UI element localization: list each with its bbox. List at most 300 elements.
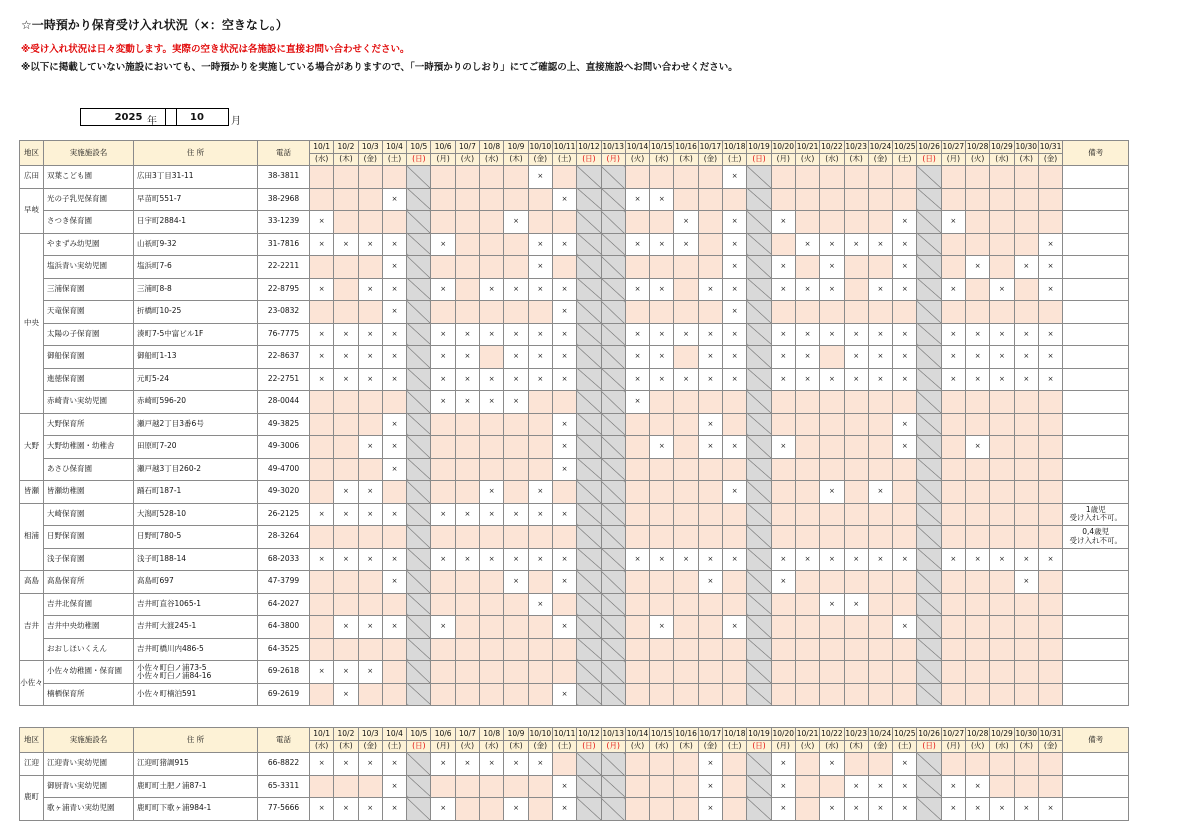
full-mark-cell bbox=[844, 346, 868, 369]
header-date: 10/22 bbox=[820, 728, 844, 741]
closed-day-cell bbox=[577, 798, 601, 821]
available-day-cell bbox=[431, 188, 455, 211]
facility-phone: 69-2619 bbox=[258, 683, 310, 706]
full-mark: × bbox=[780, 262, 787, 271]
full-mark: × bbox=[537, 172, 544, 181]
table-row bbox=[20, 346, 1129, 369]
available-day-cell bbox=[431, 458, 455, 481]
available-day-cell bbox=[844, 638, 868, 661]
available-day-cell bbox=[893, 638, 917, 661]
closed-day-cell bbox=[601, 323, 625, 346]
full-mark: × bbox=[658, 352, 665, 361]
available-day-cell bbox=[698, 503, 722, 526]
available-day-cell bbox=[674, 188, 698, 211]
available-day-cell bbox=[771, 526, 795, 549]
full-mark-cell bbox=[528, 346, 552, 369]
facility-phone: 38-2968 bbox=[258, 188, 310, 211]
table-row bbox=[20, 188, 1129, 211]
facility-address: 湊町7-5中富ビル1F bbox=[134, 323, 258, 346]
header-date: 10/15 bbox=[650, 141, 674, 154]
available-day-cell bbox=[528, 616, 552, 639]
header-weekday: (金) bbox=[1038, 741, 1062, 753]
full-mark: × bbox=[391, 419, 398, 428]
available-day-cell bbox=[382, 638, 406, 661]
full-mark-cell bbox=[674, 368, 698, 391]
full-mark: × bbox=[513, 284, 519, 293]
full-mark-cell bbox=[1014, 798, 1038, 821]
available-day-cell bbox=[455, 616, 479, 639]
closed-day-cell bbox=[917, 301, 941, 324]
available-day-cell bbox=[552, 256, 576, 279]
facility-address: 瀬戸越3丁目260-2 bbox=[134, 458, 258, 481]
facility-phone: 65-3311 bbox=[258, 775, 310, 798]
available-day-cell bbox=[650, 798, 674, 821]
closed-day-cell bbox=[747, 436, 771, 459]
closed-day-cell bbox=[747, 503, 771, 526]
full-mark: × bbox=[561, 194, 568, 203]
facility-notes bbox=[1063, 458, 1129, 481]
available-day-cell bbox=[528, 775, 552, 798]
available-day-cell bbox=[966, 188, 990, 211]
available-day-cell bbox=[674, 436, 698, 459]
full-mark: × bbox=[367, 622, 374, 631]
closed-day-cell bbox=[917, 436, 941, 459]
available-day-cell bbox=[723, 798, 747, 821]
available-day-cell bbox=[771, 616, 795, 639]
full-mark-cell bbox=[698, 798, 722, 821]
header-date: 10/17 bbox=[698, 728, 722, 741]
available-day-cell bbox=[358, 188, 382, 211]
available-day-cell bbox=[528, 391, 552, 414]
closed-day-cell bbox=[747, 458, 771, 481]
full-mark: × bbox=[391, 577, 398, 586]
full-mark-cell bbox=[844, 798, 868, 821]
facility-notes bbox=[1063, 166, 1129, 189]
full-mark: × bbox=[440, 352, 447, 361]
closed-day-cell bbox=[917, 413, 941, 436]
full-mark-cell bbox=[771, 278, 795, 301]
full-mark: × bbox=[999, 284, 1005, 293]
full-mark-cell bbox=[504, 278, 528, 301]
closed-day-cell bbox=[601, 256, 625, 279]
available-day-cell bbox=[382, 593, 406, 616]
available-day-cell bbox=[771, 458, 795, 481]
facility-phone: 49-3825 bbox=[258, 413, 310, 436]
full-mark: × bbox=[440, 374, 447, 383]
full-mark-cell bbox=[431, 391, 455, 414]
available-day-cell bbox=[674, 391, 698, 414]
full-mark: × bbox=[343, 239, 349, 248]
full-mark: × bbox=[634, 397, 641, 406]
closed-day-cell bbox=[601, 188, 625, 211]
year-value: 2025 bbox=[80, 108, 177, 126]
available-day-cell bbox=[455, 188, 479, 211]
full-mark: × bbox=[561, 374, 568, 383]
header-date: 10/22 bbox=[820, 141, 844, 154]
full-mark-cell bbox=[723, 233, 747, 256]
full-mark-cell bbox=[820, 368, 844, 391]
available-day-cell bbox=[504, 436, 528, 459]
header-weekday: (水) bbox=[650, 154, 674, 166]
closed-day-cell bbox=[601, 798, 625, 821]
full-mark-cell bbox=[771, 368, 795, 391]
available-day-cell bbox=[625, 753, 649, 776]
available-day-cell bbox=[650, 301, 674, 324]
available-day-cell bbox=[650, 391, 674, 414]
full-mark: × bbox=[901, 781, 908, 790]
available-day-cell bbox=[698, 661, 722, 684]
header-weekday: (土) bbox=[893, 741, 917, 753]
full-mark: × bbox=[318, 239, 325, 248]
facility-phone: 38-3811 bbox=[258, 166, 310, 189]
full-mark-cell bbox=[893, 753, 917, 776]
full-mark-cell bbox=[455, 391, 479, 414]
available-day-cell bbox=[771, 661, 795, 684]
full-mark-cell bbox=[893, 211, 917, 234]
full-mark: × bbox=[634, 352, 641, 361]
available-day-cell bbox=[431, 436, 455, 459]
header-date: 10/18 bbox=[723, 728, 747, 741]
full-mark-cell bbox=[1014, 346, 1038, 369]
facility-phone: 64-3800 bbox=[258, 616, 310, 639]
header-weekday: (木) bbox=[334, 154, 358, 166]
full-mark-cell bbox=[382, 775, 406, 798]
available-day-cell bbox=[334, 413, 358, 436]
full-mark-cell bbox=[358, 278, 382, 301]
available-day-cell bbox=[504, 683, 528, 706]
full-mark-cell bbox=[528, 323, 552, 346]
facility-notes bbox=[1063, 753, 1129, 776]
header-date: 10/4 bbox=[382, 141, 406, 154]
full-mark-cell bbox=[990, 323, 1014, 346]
closed-day-cell bbox=[601, 638, 625, 661]
full-mark: × bbox=[318, 352, 325, 361]
available-day-cell bbox=[941, 481, 965, 504]
full-mark: × bbox=[731, 329, 738, 338]
available-day-cell bbox=[310, 413, 334, 436]
full-mark: × bbox=[367, 667, 374, 676]
full-mark: × bbox=[391, 464, 398, 473]
table-row bbox=[20, 571, 1129, 594]
available-day-cell bbox=[698, 233, 722, 256]
full-mark-cell bbox=[966, 346, 990, 369]
area-cell: 早岐 bbox=[20, 188, 44, 233]
available-day-cell bbox=[625, 638, 649, 661]
full-mark: × bbox=[440, 554, 447, 563]
area-cell: 吉井 bbox=[20, 593, 44, 661]
facility-notes: 1歳児 受け入れ不可。 bbox=[1063, 503, 1129, 526]
full-mark-cell bbox=[528, 481, 552, 504]
available-day-cell bbox=[966, 683, 990, 706]
available-day-cell bbox=[358, 775, 382, 798]
full-mark: × bbox=[391, 804, 398, 813]
full-mark-cell bbox=[334, 548, 358, 571]
full-mark-cell bbox=[1038, 548, 1062, 571]
full-mark-cell bbox=[771, 323, 795, 346]
full-mark: × bbox=[464, 759, 471, 768]
available-day-cell bbox=[504, 256, 528, 279]
header-weekday: (金) bbox=[868, 154, 892, 166]
available-day-cell bbox=[820, 211, 844, 234]
facility-address: 高島町697 bbox=[134, 571, 258, 594]
closed-day-cell bbox=[601, 753, 625, 776]
full-mark: × bbox=[974, 329, 981, 338]
full-mark: × bbox=[828, 329, 835, 338]
full-mark: × bbox=[901, 622, 908, 631]
full-mark: × bbox=[828, 599, 835, 608]
available-day-cell bbox=[455, 458, 479, 481]
full-mark-cell bbox=[552, 188, 576, 211]
available-day-cell bbox=[723, 753, 747, 776]
facility-name: 楠栖保育所 bbox=[44, 683, 134, 706]
header-date: 10/27 bbox=[941, 141, 965, 154]
available-day-cell bbox=[1014, 593, 1038, 616]
header-facility: 実施施設名 bbox=[44, 141, 134, 166]
available-day-cell bbox=[504, 526, 528, 549]
facility-notes bbox=[1063, 661, 1129, 684]
available-day-cell bbox=[723, 458, 747, 481]
available-day-cell bbox=[455, 798, 479, 821]
full-mark-cell bbox=[868, 481, 892, 504]
facility-name: 三浦保育園 bbox=[44, 278, 134, 301]
facility-address: 吉井町橋川内486-5 bbox=[134, 638, 258, 661]
full-mark: × bbox=[513, 217, 519, 226]
available-day-cell bbox=[1038, 616, 1062, 639]
header-weekday: (木) bbox=[674, 154, 698, 166]
full-mark: × bbox=[561, 781, 568, 790]
full-mark-cell bbox=[723, 301, 747, 324]
full-mark: × bbox=[488, 284, 495, 293]
available-day-cell bbox=[674, 753, 698, 776]
available-day-cell bbox=[966, 753, 990, 776]
closed-day-cell bbox=[407, 526, 431, 549]
full-mark-cell bbox=[893, 368, 917, 391]
closed-day-cell bbox=[577, 616, 601, 639]
header-weekday: (金) bbox=[358, 154, 382, 166]
available-day-cell bbox=[893, 593, 917, 616]
closed-day-cell bbox=[917, 481, 941, 504]
full-mark-cell bbox=[358, 548, 382, 571]
header-date: 10/19 bbox=[747, 728, 771, 741]
facility-address: 江迎町猪調915 bbox=[134, 753, 258, 776]
available-day-cell bbox=[431, 638, 455, 661]
available-day-cell bbox=[941, 413, 965, 436]
available-day-cell bbox=[1038, 391, 1062, 414]
full-mark: × bbox=[537, 352, 544, 361]
full-mark: × bbox=[1023, 554, 1030, 563]
full-mark-cell bbox=[382, 571, 406, 594]
full-mark-cell bbox=[698, 413, 722, 436]
full-mark: × bbox=[318, 554, 325, 563]
full-mark: × bbox=[634, 329, 641, 338]
available-day-cell bbox=[990, 593, 1014, 616]
full-mark-cell bbox=[480, 503, 504, 526]
table-row bbox=[20, 593, 1129, 616]
full-mark: × bbox=[537, 599, 544, 608]
available-day-cell bbox=[966, 638, 990, 661]
header-date: 10/27 bbox=[941, 728, 965, 741]
full-mark-cell bbox=[552, 368, 576, 391]
full-mark: × bbox=[513, 554, 519, 563]
full-mark: × bbox=[343, 667, 349, 676]
header-date: 10/7 bbox=[455, 141, 479, 154]
full-mark: × bbox=[1023, 352, 1030, 361]
available-day-cell bbox=[480, 616, 504, 639]
available-day-cell bbox=[1014, 638, 1038, 661]
header-date: 10/12 bbox=[577, 141, 601, 154]
available-day-cell bbox=[966, 458, 990, 481]
header-weekday: (土) bbox=[382, 741, 406, 753]
full-mark: × bbox=[731, 239, 738, 248]
full-mark-cell bbox=[431, 346, 455, 369]
available-day-cell bbox=[650, 571, 674, 594]
header-weekday: (木) bbox=[1014, 154, 1038, 166]
closed-day-cell bbox=[577, 526, 601, 549]
header-weekday: (土) bbox=[552, 741, 576, 753]
facility-phone: 66-8822 bbox=[258, 753, 310, 776]
full-mark-cell bbox=[431, 278, 455, 301]
full-mark-cell bbox=[480, 323, 504, 346]
available-day-cell bbox=[723, 391, 747, 414]
available-day-cell bbox=[698, 188, 722, 211]
facility-address: 赤崎町596-20 bbox=[134, 391, 258, 414]
full-mark: × bbox=[658, 554, 665, 563]
full-mark: × bbox=[343, 759, 349, 768]
available-day-cell bbox=[820, 503, 844, 526]
full-mark-cell bbox=[358, 503, 382, 526]
full-mark: × bbox=[488, 329, 495, 338]
closed-day-cell bbox=[577, 413, 601, 436]
closed-day-cell bbox=[917, 278, 941, 301]
closed-day-cell bbox=[577, 661, 601, 684]
available-day-cell bbox=[844, 211, 868, 234]
header-date: 10/28 bbox=[966, 728, 990, 741]
available-day-cell bbox=[1014, 526, 1038, 549]
available-day-cell bbox=[990, 616, 1014, 639]
header-weekday: (土) bbox=[893, 154, 917, 166]
available-day-cell bbox=[528, 211, 552, 234]
closed-day-cell bbox=[407, 346, 431, 369]
full-mark: × bbox=[901, 239, 908, 248]
header-weekday: (水) bbox=[480, 154, 504, 166]
full-mark: × bbox=[318, 329, 325, 338]
available-day-cell bbox=[771, 301, 795, 324]
full-mark: × bbox=[877, 487, 884, 496]
availability-table-main bbox=[19, 140, 1129, 706]
full-mark: × bbox=[343, 689, 349, 698]
area-cell: 高島 bbox=[20, 571, 44, 594]
full-mark-cell bbox=[504, 503, 528, 526]
full-mark: × bbox=[367, 804, 374, 813]
full-mark: × bbox=[464, 329, 471, 338]
available-day-cell bbox=[844, 481, 868, 504]
closed-day-cell bbox=[917, 458, 941, 481]
full-mark: × bbox=[901, 759, 908, 768]
header-weekday: (水) bbox=[310, 154, 334, 166]
header-address: 住 所 bbox=[134, 728, 258, 753]
header-date: 10/10 bbox=[528, 728, 552, 741]
available-day-cell bbox=[1014, 616, 1038, 639]
header-weekday: (木) bbox=[674, 741, 698, 753]
facility-notes bbox=[1063, 233, 1129, 256]
full-mark-cell bbox=[650, 278, 674, 301]
closed-day-cell bbox=[577, 368, 601, 391]
facility-notes bbox=[1063, 256, 1129, 279]
available-day-cell bbox=[334, 526, 358, 549]
facility-notes bbox=[1063, 798, 1129, 821]
available-day-cell bbox=[1014, 481, 1038, 504]
available-day-cell bbox=[868, 391, 892, 414]
available-day-cell bbox=[1038, 188, 1062, 211]
header-area: 地区 bbox=[20, 141, 44, 166]
available-day-cell bbox=[1014, 436, 1038, 459]
available-day-cell bbox=[868, 188, 892, 211]
available-day-cell bbox=[990, 166, 1014, 189]
full-mark-cell bbox=[358, 481, 382, 504]
available-day-cell bbox=[771, 638, 795, 661]
full-mark: × bbox=[901, 284, 908, 293]
closed-day-cell bbox=[747, 571, 771, 594]
full-mark-cell bbox=[382, 616, 406, 639]
closed-day-cell bbox=[407, 661, 431, 684]
full-mark-cell bbox=[1038, 256, 1062, 279]
full-mark-cell bbox=[893, 346, 917, 369]
full-mark-cell bbox=[1014, 368, 1038, 391]
available-day-cell bbox=[844, 188, 868, 211]
full-mark-cell bbox=[455, 323, 479, 346]
full-mark-cell bbox=[674, 548, 698, 571]
full-mark: × bbox=[318, 804, 325, 813]
full-mark: × bbox=[804, 374, 811, 383]
closed-day-cell bbox=[917, 548, 941, 571]
closed-day-cell bbox=[407, 413, 431, 436]
full-mark-cell bbox=[528, 233, 552, 256]
closed-day-cell bbox=[747, 753, 771, 776]
available-day-cell bbox=[382, 526, 406, 549]
available-day-cell bbox=[310, 593, 334, 616]
full-mark: × bbox=[440, 804, 447, 813]
header-date: 10/5 bbox=[407, 728, 431, 741]
available-day-cell bbox=[1014, 503, 1038, 526]
full-mark: × bbox=[367, 329, 374, 338]
full-mark: × bbox=[318, 667, 325, 676]
full-mark-cell bbox=[625, 323, 649, 346]
closed-day-cell bbox=[577, 323, 601, 346]
full-mark: × bbox=[561, 464, 568, 473]
full-mark: × bbox=[391, 239, 398, 248]
closed-day-cell bbox=[917, 753, 941, 776]
header-weekday: (金) bbox=[528, 154, 552, 166]
full-mark: × bbox=[1023, 329, 1030, 338]
available-day-cell bbox=[382, 661, 406, 684]
full-mark: × bbox=[658, 239, 665, 248]
closed-day-cell bbox=[747, 301, 771, 324]
full-mark: × bbox=[343, 374, 349, 383]
full-mark-cell bbox=[795, 346, 819, 369]
header-date: 10/24 bbox=[868, 728, 892, 741]
full-mark-cell bbox=[723, 323, 747, 346]
header-weekday: (水) bbox=[820, 741, 844, 753]
full-mark-cell bbox=[820, 593, 844, 616]
header-weekday: (木) bbox=[504, 741, 528, 753]
facility-phone: 28-0044 bbox=[258, 391, 310, 414]
full-mark-cell bbox=[382, 323, 406, 346]
available-day-cell bbox=[868, 413, 892, 436]
table-row bbox=[20, 481, 1129, 504]
closed-day-cell bbox=[917, 593, 941, 616]
table-row bbox=[20, 301, 1129, 324]
available-day-cell bbox=[844, 661, 868, 684]
